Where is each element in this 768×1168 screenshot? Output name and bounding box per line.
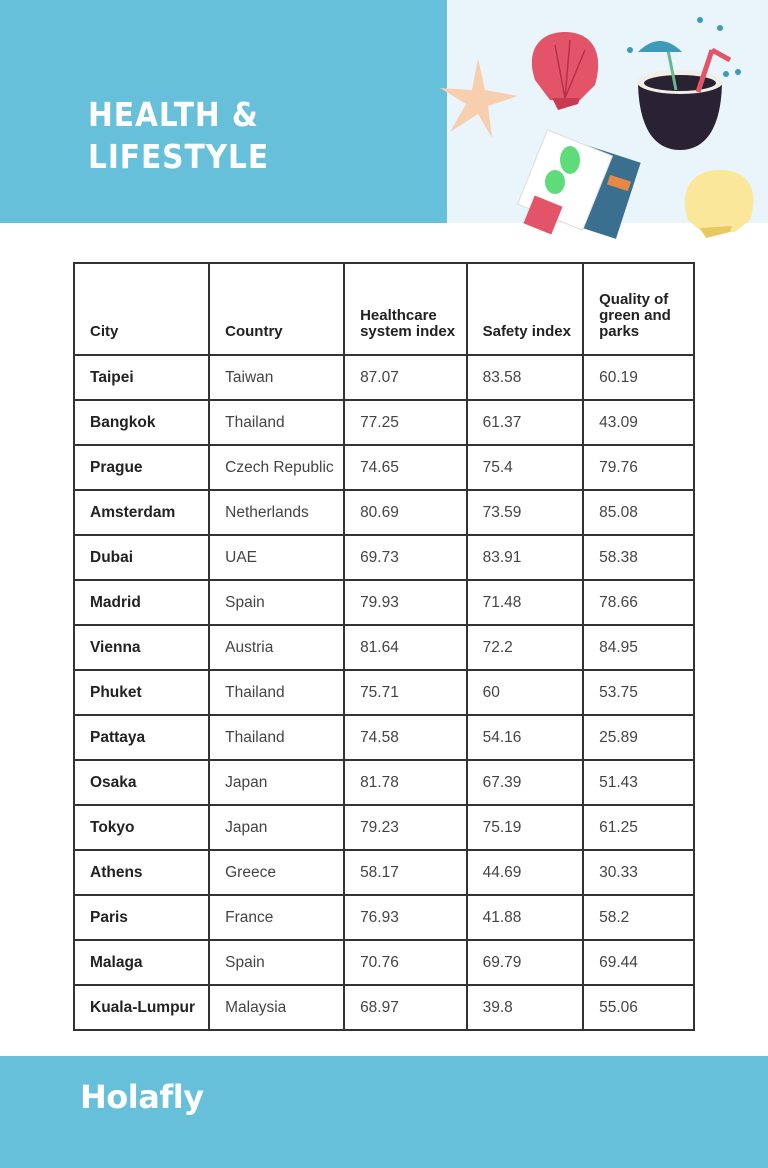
city-cell: Tokyo (74, 805, 209, 850)
title-line-2: LIFESTYLE (88, 137, 270, 176)
country-cell: Czech Republic (209, 445, 344, 490)
country-cell: Austria (209, 625, 344, 670)
green-parks-cell: 53.75 (583, 670, 694, 715)
green-parks-cell: 79.76 (583, 445, 694, 490)
green-parks-cell: 25.89 (583, 715, 694, 760)
table-row (74, 940, 694, 985)
safety-cell: 67.39 (467, 760, 584, 805)
safety-cell: 83.91 (467, 535, 584, 580)
table-row (74, 355, 694, 400)
healthcare-cell: 58.17 (344, 850, 467, 895)
safety-cell: 44.69 (467, 850, 584, 895)
safety-cell: 71.48 (467, 580, 584, 625)
healthcare-cell: 79.93 (344, 580, 467, 625)
health-lifestyle-table (73, 262, 695, 1031)
green-parks-cell: 60.19 (583, 355, 694, 400)
city-cell: Madrid (74, 580, 209, 625)
table-row (74, 625, 694, 670)
beach-illustration (430, 10, 768, 240)
safety-cell: 41.88 (467, 895, 584, 940)
green-parks-cell: 58.2 (583, 895, 694, 940)
city-cell: Osaka (74, 760, 209, 805)
city-cell: Pattaya (74, 715, 209, 760)
safety-cell: 75.19 (467, 805, 584, 850)
city-cell: Phuket (74, 670, 209, 715)
city-cell: Bangkok (74, 400, 209, 445)
column-header-healthcare: Healthcare system index (344, 263, 467, 355)
green-parks-cell: 61.25 (583, 805, 694, 850)
green-parks-cell: 30.33 (583, 850, 694, 895)
safety-cell: 72.2 (467, 625, 584, 670)
green-parks-cell: 51.43 (583, 760, 694, 805)
green-parks-cell: 69.44 (583, 940, 694, 985)
healthcare-cell: 70.76 (344, 940, 467, 985)
city-cell: Prague (74, 445, 209, 490)
healthcare-cell: 74.58 (344, 715, 467, 760)
column-header-city: City (74, 263, 209, 355)
table-row (74, 985, 694, 1030)
city-cell: Kuala-Lumpur (74, 985, 209, 1030)
table-row (74, 760, 694, 805)
green-parks-cell: 55.06 (583, 985, 694, 1030)
title-line-1: HEALTH & (88, 95, 259, 134)
city-cell: Athens (74, 850, 209, 895)
healthcare-cell: 74.65 (344, 445, 467, 490)
page-title (88, 94, 269, 178)
table-header-row (74, 263, 694, 355)
country-cell: Spain (209, 580, 344, 625)
table-row (74, 580, 694, 625)
table-row (74, 445, 694, 490)
healthcare-cell: 80.69 (344, 490, 467, 535)
country-cell: Netherlands (209, 490, 344, 535)
healthcare-cell: 87.07 (344, 355, 467, 400)
safety-cell: 75.4 (467, 445, 584, 490)
column-header-safety: Safety index (467, 263, 584, 355)
city-cell: Amsterdam (74, 490, 209, 535)
country-cell: France (209, 895, 344, 940)
table-row (74, 895, 694, 940)
country-cell: Japan (209, 805, 344, 850)
safety-cell: 54.16 (467, 715, 584, 760)
safety-cell: 83.58 (467, 355, 584, 400)
city-cell: Paris (74, 895, 209, 940)
healthcare-cell: 76.93 (344, 895, 467, 940)
postcards-icon (518, 130, 641, 239)
city-cell: Vienna (74, 625, 209, 670)
holafly-logo: Holafly (80, 1078, 204, 1116)
city-cell: Dubai (74, 535, 209, 580)
safety-cell: 39.8 (467, 985, 584, 1030)
country-cell: Japan (209, 760, 344, 805)
table-row (74, 400, 694, 445)
yellow-seashell-icon (685, 170, 754, 238)
country-cell: UAE (209, 535, 344, 580)
healthcare-cell: 69.73 (344, 535, 467, 580)
safety-cell: 69.79 (467, 940, 584, 985)
healthcare-cell: 77.25 (344, 400, 467, 445)
table-row (74, 805, 694, 850)
red-seashell-icon (532, 32, 598, 110)
healthcare-cell: 75.71 (344, 670, 467, 715)
column-header-green-parks: Quality of green and parks (583, 263, 694, 355)
safety-cell: 61.37 (467, 400, 584, 445)
healthcare-cell: 68.97 (344, 985, 467, 1030)
table-row (74, 490, 694, 535)
city-cell: Malaga (74, 940, 209, 985)
country-cell: Thailand (209, 670, 344, 715)
healthcare-cell: 79.23 (344, 805, 467, 850)
country-cell: Thailand (209, 400, 344, 445)
healthcare-cell: 81.78 (344, 760, 467, 805)
country-cell: Greece (209, 850, 344, 895)
starfish-icon (440, 58, 518, 138)
green-parks-cell: 58.38 (583, 535, 694, 580)
country-cell: Taiwan (209, 355, 344, 400)
city-cell: Taipei (74, 355, 209, 400)
country-cell: Malaysia (209, 985, 344, 1030)
table-row (74, 535, 694, 580)
green-parks-cell: 43.09 (583, 400, 694, 445)
table-row (74, 670, 694, 715)
coconut-drink-icon (627, 17, 741, 150)
country-cell: Thailand (209, 715, 344, 760)
safety-cell: 60 (467, 670, 584, 715)
table-row (74, 715, 694, 760)
healthcare-cell: 81.64 (344, 625, 467, 670)
table-row (74, 850, 694, 895)
green-parks-cell: 84.95 (583, 625, 694, 670)
column-header-country: Country (209, 263, 344, 355)
safety-cell: 73.59 (467, 490, 584, 535)
country-cell: Spain (209, 940, 344, 985)
green-parks-cell: 85.08 (583, 490, 694, 535)
green-parks-cell: 78.66 (583, 580, 694, 625)
